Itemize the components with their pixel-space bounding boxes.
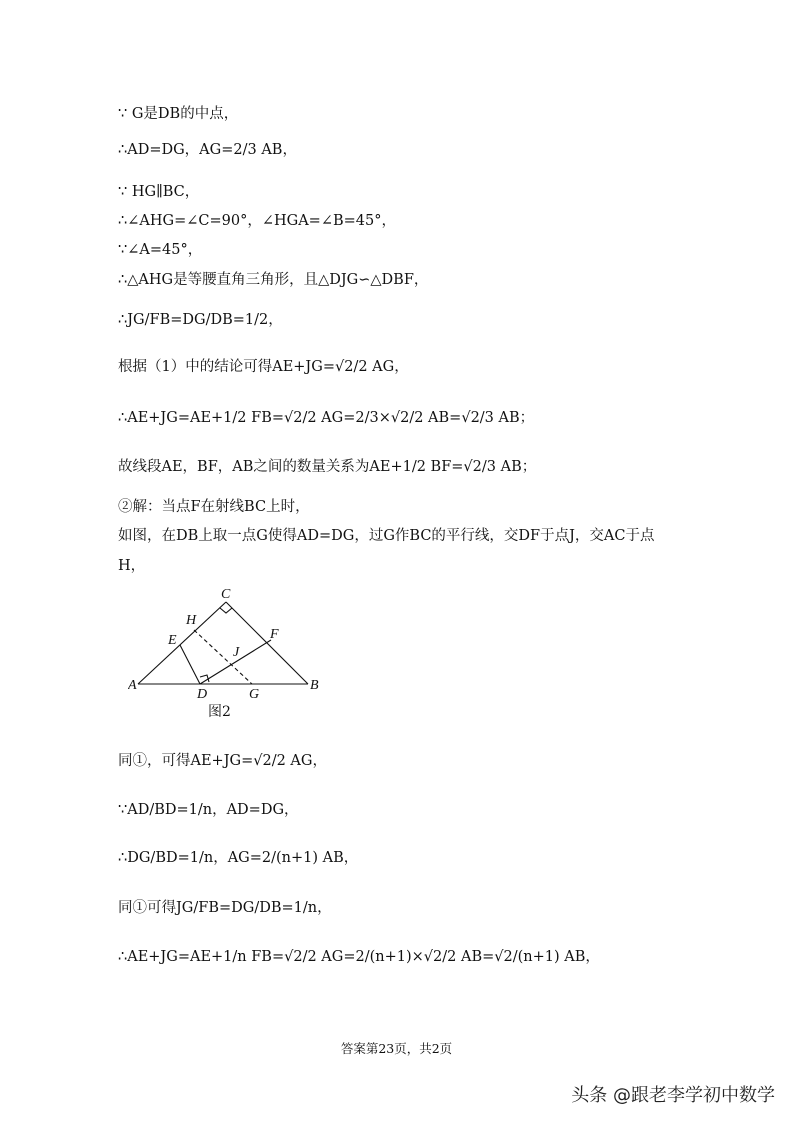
text-line (118, 357, 409, 377)
line-content: ∵∠A=45°， (118, 242, 203, 258)
line-content: ∴AD=DG，AG=2/3 AB， (118, 142, 297, 158)
text-line (118, 140, 297, 160)
figure-caption: 图2 (208, 704, 231, 720)
point-e-label: E (168, 633, 177, 648)
geometry-figure (128, 582, 328, 722)
text-line (118, 898, 332, 918)
line-content: ∴DG/BD=1/n，AG=2/(n+1) AB， (118, 850, 359, 866)
point-c-label: C (221, 587, 231, 602)
text-line (118, 211, 396, 231)
line-content: ∵ HG∥BC， (118, 184, 200, 200)
line-content: 故线段AE，BF，AB之间的数量关系为AE+1/2 BF=√2/3 AB； (118, 459, 537, 475)
watermark: 头条 @跟老李学初中数学 (571, 1085, 775, 1106)
point-f-label: F (270, 627, 279, 642)
text-line (118, 497, 310, 517)
line-content: 同①，可得AE+JG=√2/2 AG， (118, 753, 327, 769)
text-line (118, 408, 534, 428)
point-g-label: G (249, 687, 260, 702)
point-j-label: J (233, 645, 240, 660)
text-line (118, 104, 238, 124)
segment-de (180, 645, 200, 684)
line-content: ∴△AHG是等腰直角三角形，且△DJG∽△DBF， (118, 272, 429, 288)
point-b-label: B (310, 678, 319, 693)
point-d-label: D (197, 687, 208, 702)
line-content: ∴∠AHG=∠C=90°，∠HGA=∠B=45°， (118, 213, 396, 229)
text-line (118, 270, 428, 290)
text-line (118, 848, 358, 868)
text-line (118, 240, 202, 260)
line-content: ∴AE+JG=AE+1/n FB=√2/2 AG=2/(n+1)×√2/2 AB=√2/(n+1) AB， (118, 949, 600, 965)
text-line (118, 556, 145, 576)
line-content: 同①可得JG/FB=DG/DB=1/n， (118, 900, 332, 916)
text-line (118, 751, 327, 771)
point-a-label: A (128, 678, 137, 693)
right-angle-c (220, 608, 232, 613)
line-content: ∴AE+JG=AE+1/2 FB=√2/2 AG=2/3×√2/2 AB=√2/3 AB； (118, 410, 535, 426)
text-line (118, 457, 536, 477)
line-content: H， (118, 558, 146, 574)
line-content: ∵AD/BD=1/n，AD=DG， (118, 802, 299, 818)
page-footer: 答案第23页，共2页 (340, 1041, 453, 1056)
text-line (118, 800, 299, 820)
line-content: ②解：当点F在射线BC上时， (118, 499, 310, 515)
text-line (118, 526, 654, 546)
line-content: ∴JG/FB=DG/DB=1/2， (118, 312, 283, 328)
segment-ac (138, 602, 226, 684)
text-line (118, 182, 199, 202)
text-line (118, 947, 600, 967)
text-line (118, 310, 283, 330)
line-content: 根据（1）中的结论可得AE+JG=√2/2 AG， (118, 359, 409, 375)
line-content: 如图，在DB上取一点G使得AD=DG，过G作BC的平行线，交DF于点J，交AC于点 (118, 528, 655, 544)
line-content: ∵ G是DB的中点， (118, 106, 239, 122)
point-h-label: H (186, 613, 197, 628)
